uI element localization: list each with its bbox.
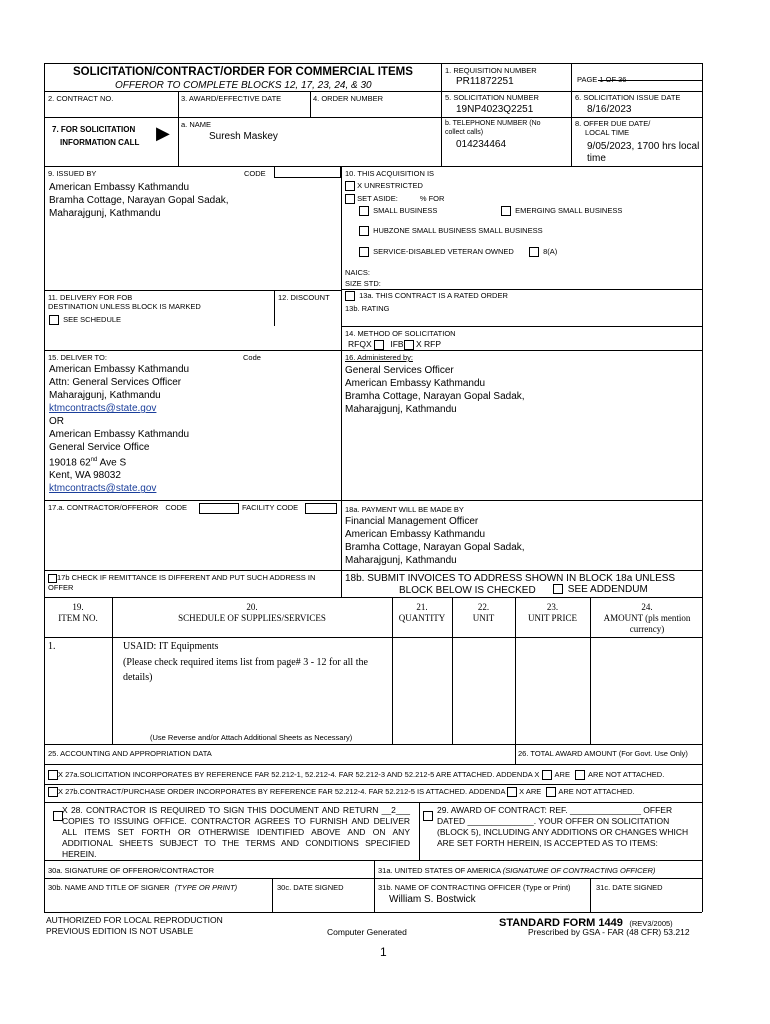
delivery-fob-label: 11. DELIVERY FOR FOB DESTINATION UNLESS BLOCK IS MARKED	[48, 293, 201, 311]
payment-label: 18a. PAYMENT WILL BE MADE BY	[345, 505, 464, 514]
see-schedule-checkbox[interactable]	[49, 315, 59, 325]
contract-no-label: 2. CONTRACT NO.	[48, 94, 114, 103]
discount-label: 12. DISCOUNT	[278, 293, 330, 302]
solicitation-number-value: 19NP4023Q2251	[456, 104, 534, 115]
accounting-label: 25. ACCOUNTING AND APPROPRIATION DATA	[48, 749, 212, 758]
date-signed-31c-label: 31c. DATE SIGNED	[596, 883, 663, 892]
ifb-checkbox[interactable]	[404, 340, 414, 350]
contracts-email-link[interactable]: ktmcontracts@state.gov	[49, 403, 157, 414]
award-date-label: 3. AWARD/EFFECTIVE DATE	[181, 94, 282, 103]
rated-order-option[interactable]: 13a. THIS CONTRACT IS A RATED ORDER	[345, 291, 508, 301]
col-header-unit: 22. UNIT	[472, 602, 495, 623]
total-award-label: 26. TOTAL AWARD AMOUNT (For Govt. Use Only)	[518, 749, 688, 758]
item-title: USAID: IT Equipments	[123, 641, 219, 652]
contracting-officer-name: William S. Bostwick	[389, 894, 476, 905]
issued-by-code-label: CODE	[244, 169, 266, 178]
computer-generated: Computer Generated	[327, 927, 407, 937]
requisition-value: PR11872251	[456, 76, 514, 87]
emerging-option[interactable]: EMERGING SMALL BUSINESS	[501, 206, 622, 216]
signer-name-label: 30b. NAME AND TITLE OF SIGNER (TYPE OR PRINT)	[48, 883, 238, 892]
deliver-to-label: 15. DELIVER TO:	[48, 353, 107, 362]
issued-by-label: 9. ISSUED BY	[48, 169, 97, 178]
clause-27b-checkbox[interactable]	[48, 787, 58, 797]
administered-address: General Services Officer American Embassy Kathmandu Bramha Cottage, Narayan Gopal Sadak, Maharajgunj, Kathmandu	[345, 365, 525, 415]
facility-code-label: FACILITY CODE	[242, 503, 299, 512]
col-header-unit-price: 23. UNIT PRICE	[527, 602, 578, 623]
set-aside-checkbox[interactable]	[345, 194, 355, 204]
see-addendum-checkbox[interactable]	[553, 584, 563, 594]
payment-address: Financial Management Officer American Embassy Kathmandu Bramha Cottage, Narayan Gopal Sadak, Maharajgunj, Kathmandu	[345, 516, 525, 566]
item-description: (Please check required items list from page# 3 - 12 for all the details)	[123, 657, 368, 683]
phone-value: 014234464	[456, 139, 507, 150]
col-header-item-no: 19. ITEM NO.	[58, 602, 98, 623]
offer-due-value: 9/05/2023, 1700 hrs local time	[587, 141, 700, 164]
authorized-reproduction: AUTHORIZED FOR LOCAL REPRODUCTION PREVIOUS EDITION IS NOT USABLE	[46, 915, 223, 936]
small-business-checkbox[interactable]	[359, 206, 369, 216]
requisition-label: 1. REQUISITION NUMBER	[445, 66, 537, 75]
acquisition-label: 10. THIS ACQUISITION IS	[345, 169, 435, 178]
remittance-option[interactable]: 17b CHECK IF REMITTANCE IS DIFFERENT AND PUT SUCH ADDRESS IN OFFER	[48, 573, 316, 592]
block-29-text: 29. AWARD OF CONTRACT: REF. _______________ OFFER DATED ______________. YOUR OFFER ON SOLICITATION (BLOCK 5), INCLUDING ANY ADDITIONS OR CHANGES WHICH ARE SET FORTH HEREIN, IS ACCEPTED AS TO ITEMS:	[437, 805, 689, 848]
method-label: 14. METHOD OF SOLICITATION	[345, 329, 456, 338]
naics-label: NAICS:	[345, 268, 371, 277]
solicitation-number-label: 5. SOLICITATION NUMBER	[445, 93, 539, 102]
phone-label: b. TELEPHONE NUMBER (No collect calls)	[445, 120, 541, 136]
emerging-checkbox[interactable]	[501, 206, 511, 216]
set-aside-option[interactable]: SET ASIDE: % FOR	[345, 194, 444, 204]
eight-a-option[interactable]: 8(A)	[529, 247, 557, 257]
addenda-not-checkbox[interactable]	[575, 770, 585, 780]
unrestricted-checkbox[interactable]	[345, 181, 355, 191]
officer-name-label: 31b. NAME OF CONTRACTING OFFICER (Type or Print)	[378, 883, 571, 892]
clause-27a[interactable]: X 27a.SOLICITATION INCORPORATES BY REFERENCE FAR 52.212-1, 52.212-4. FAR 52.212-3 AND 52.212-5 ARE ATTACHED. ADDENDA X ARE ARE NOT ATTACHED.	[48, 770, 664, 780]
clause-27b[interactable]: X 27b.CONTRACT/PURCHASE ORDER INCORPORATES BY REFERENCE FAR 52.212-4. FAR 52.212-5 IS ATTACHED. ADDENDA X ARE ARE NOT ATTACHED.	[48, 787, 635, 797]
eight-a-checkbox[interactable]	[529, 247, 539, 257]
administered-label: 16. Administered by:	[345, 353, 413, 362]
method-options[interactable]: RFQX IFB X RFP	[348, 339, 442, 349]
form-name: STANDARD FORM 1449 (REV3/2005)	[499, 917, 673, 929]
hubzone-checkbox[interactable]	[359, 226, 369, 236]
col-header-quantity: 21. QUANTITY	[398, 602, 446, 623]
page-number: 1	[380, 945, 387, 959]
invoice-instructions-2: BLOCK BELOW IS CHECKED	[399, 585, 536, 596]
issue-date-label: 6. SOLICITATION ISSUE DATE	[575, 93, 681, 102]
clause-27a-checkbox[interactable]	[48, 770, 58, 780]
col-header-amount: 24. AMOUNT (pls mention currency)	[603, 602, 691, 634]
sdvosb-option[interactable]: SERVICE-DISABLED VETERAN OWNED	[359, 247, 514, 257]
small-business-option[interactable]: SMALL BUSINESS	[359, 206, 437, 216]
issued-by-address: American Embassy Kathmandu Bramha Cottage, Narayan Gopal Sadak, Maharajgunj, Kathmandu	[49, 182, 229, 219]
invoice-instructions: 18b. SUBMIT INVOICES TO ADDRESS SHOWN IN BLOCK 18a UNLESS	[345, 573, 676, 584]
name-label: a. NAME	[181, 120, 212, 129]
issued-by-code-box[interactable]	[274, 166, 341, 178]
reverse-note: (Use Reverse and/or Attach Additional Sheets as Necessary)	[150, 733, 353, 742]
see-addendum-option[interactable]: SEE ADDENDUM	[553, 584, 648, 595]
rating-label: 13b. RATING	[345, 304, 390, 313]
unrestricted-option[interactable]: X UNRESTRICTED	[345, 181, 423, 191]
prescribed-by: Prescribed by GSA - FAR (48 CFR) 53.212	[528, 927, 690, 937]
addenda-are-checkbox[interactable]	[542, 770, 552, 780]
offer-due-label: 8. OFFER DUE DATE/ LOCAL TIME	[575, 119, 651, 137]
hubzone-option[interactable]: HUBZONE SMALL BUSINESS SMALL BUSINESS	[359, 226, 543, 236]
facility-code-box[interactable]	[305, 503, 337, 514]
date-signed-30c-label: 30c. DATE SIGNED	[277, 883, 344, 892]
contact-name: Suresh Maskey	[209, 131, 278, 142]
see-schedule-option[interactable]: SEE SCHEDULE	[49, 315, 121, 325]
rfq-checkbox[interactable]	[374, 340, 384, 350]
contractor-label: 17.a. CONTRACTOR/OFFEROR CODE	[48, 503, 188, 512]
form-title: SOLICITATION/CONTRACT/ORDER FOR COMMERCIAL ITEMS	[73, 66, 413, 78]
contracts-email-link-2[interactable]: ktmcontracts@state.gov	[49, 483, 157, 495]
rated-order-checkbox[interactable]	[345, 291, 355, 301]
addenda-b-not-checkbox[interactable]	[546, 787, 556, 797]
signature-30a-label: 30a. SIGNATURE OF OFFEROR/CONTRACTOR	[48, 866, 214, 875]
signature-31a-label: 31a. UNITED STATES OF AMERICA (SIGNATURE OF CONTRACTING OFFICER)	[378, 866, 656, 875]
info-call-label: 7. FOR SOLICITATION INFORMATION CALL	[52, 125, 140, 147]
addenda-b-are-checkbox[interactable]	[507, 787, 517, 797]
col-header-supplies: 20. SCHEDULE OF SUPPLIES/SERVICES	[178, 602, 326, 623]
sdvosb-checkbox[interactable]	[359, 247, 369, 257]
block-29-checkbox[interactable]	[423, 807, 433, 825]
form-subtitle: OFFEROR TO COMPLETE BLOCKS 12, 17, 23, 24, & 30	[115, 80, 372, 91]
deliver-to-code-label: Code	[243, 353, 261, 362]
block-28-text: X 28. CONTRACTOR IS REQUIRED TO SIGN THIS DOCUMENT AND RETURN __2___ COPIES TO ISSUING OFFICE. CONTRACTOR AGREES TO FURNISH AND DELIVER ALL ITEMS SET FORTH OR OTHERWISE IDENTIFIED ABOVE AND ON ANY ADDITIONAL SHEETS SUBJECT TO THE TERMS AND CONDITIONS SPECIFIED HEREIN.	[62, 805, 410, 859]
item-number: 1.	[48, 641, 56, 652]
remittance-checkbox[interactable]	[48, 574, 57, 583]
arrow-right-icon: ▶	[156, 123, 170, 143]
issue-date-value: 8/16/2023	[587, 104, 632, 115]
order-number-label: 4. ORDER NUMBER	[313, 94, 384, 103]
contractor-code-box[interactable]	[199, 503, 239, 514]
deliver-to-address: American Embassy Kathmandu Attn: General Services Officer Maharajgunj, Kathmandu ktmcontracts@state.gov OR American Embassy Kathmandu General Service Office 19018 62nd Ave S Kent, WA 98032 ktmcontracts@state.gov	[49, 364, 190, 495]
size-std-label: SIZE STD:	[345, 279, 381, 288]
page-count: PAGE 1 OF 36	[577, 75, 627, 84]
